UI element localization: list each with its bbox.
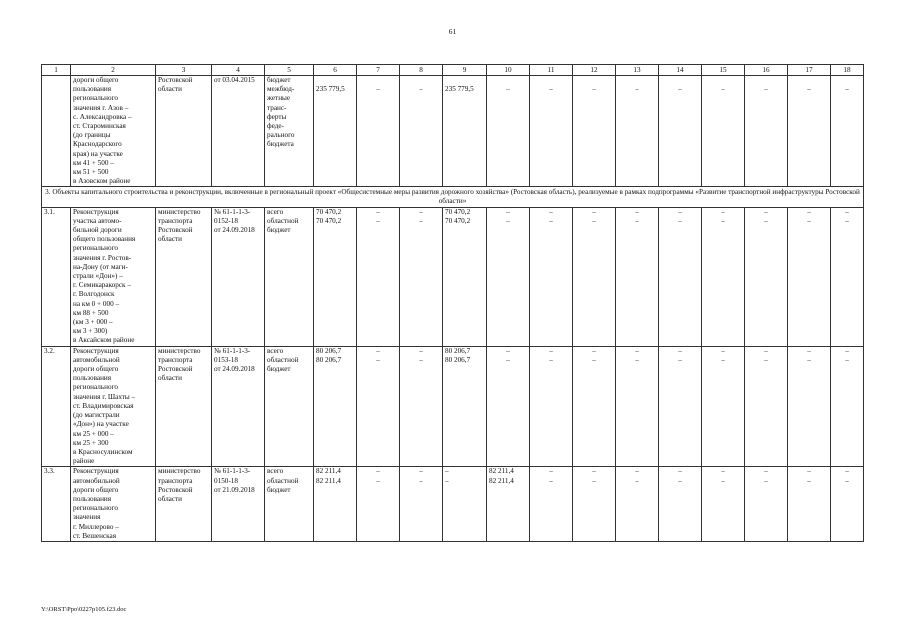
cell-line: 0153-18 [214,355,238,364]
value-cell [659,346,702,467]
cell-line: межбюд- [267,85,295,94]
value-cell [530,346,573,467]
value-cell [487,467,530,542]
column-number: 9 [443,65,487,76]
cell-line: регионального [73,383,118,392]
value-cell: – [530,76,573,187]
cell-line: (км 3 + 000 – [73,318,113,327]
cell-line: 70 470,2 [316,216,342,225]
cell-line: феде- [267,122,284,131]
value-cell [314,467,357,542]
table-row [42,346,864,467]
cell-line: области [158,85,183,94]
cell-line: автомобильной [73,476,120,485]
cell-line: транспорта [158,216,193,225]
column-number: 8 [400,65,443,76]
cell-line: – [419,467,423,476]
cell-line: Ростовской [158,226,193,235]
object-name-cell [71,207,156,346]
value-cell [573,467,616,542]
column-number: 3 [156,65,212,76]
cell-line: Ростовской [158,365,193,374]
cell-line: км 51 + 500 [73,168,109,177]
cell-line: областной [267,216,299,225]
cell-line: – [592,467,596,476]
object-name-cell [71,346,156,467]
cell-line: – [549,346,553,355]
cell-line: 0152-18 [214,216,238,225]
value-cell: – [487,76,530,187]
cell-line: области [158,374,183,383]
column-number: 16 [745,65,788,76]
value-cell [616,467,659,542]
cell-line: – [807,216,811,225]
cell-line: – [678,355,682,364]
cell-line: транспорта [158,355,193,364]
cell-line: от 24.09.2018 [214,365,255,374]
value-cell [831,467,864,542]
funding-source-cell [265,207,314,346]
cell-line: областной [267,476,299,485]
cell-line: – [845,216,849,225]
value-cell [487,346,530,467]
cell-line: км 3 + 300) [73,327,108,336]
cell-line: – [376,467,380,476]
organization-cell [156,207,212,346]
cell-line: автомобильной [73,355,120,364]
cell-line: – [764,346,768,355]
cell-line: – [549,355,553,364]
value-cell [745,207,788,346]
cell-line: бюджета [267,140,294,149]
value-cell: – [357,76,400,187]
cell-line: – [635,216,639,225]
cell-line: – [678,207,682,216]
cell-line: 80 206,7 [316,355,342,364]
cell-line: дороги общего [73,76,119,84]
cell-line: значения г. Азов – [73,103,129,112]
column-number: 12 [573,65,616,76]
object-name-cell [71,76,156,187]
cell-line: бюджет [267,485,291,494]
value-cell [357,467,400,542]
column-number: 1 [42,65,71,76]
cell-line: 70 470,2 [316,207,342,216]
cell-line: бюджет [267,76,291,84]
cell-line: – [807,476,811,485]
cell-line: Ростовской [158,485,193,494]
cell-line: 82 211,4 [489,467,514,476]
cell-line: – [592,207,596,216]
cell-line: км 25 + 000 – [73,429,114,438]
cell-line: значения г. Ростов- [73,253,132,262]
cell-line: участка автомо- [73,216,122,225]
cell-line: – [678,346,682,355]
page-number: 61 [448,27,457,36]
cell-line: – [721,476,725,485]
cell-line: областной [267,355,299,364]
column-number: 15 [702,65,745,76]
cell-line: – [635,207,639,216]
cell-line: от 21.09.2018 [214,485,255,494]
value-cell: – [573,76,616,187]
value-cell [788,467,831,542]
cell-line: – [635,467,639,476]
cell-line: всего [267,346,284,355]
value-cell: 235 779,5 [443,76,487,187]
cell-line: 0150-18 [214,476,238,485]
cell-line: (до границы [73,131,111,140]
cell-line: – [419,346,423,355]
cell-line: ст. Староминская [73,122,126,131]
column-number-row [42,65,864,76]
cell-line: – [445,476,449,485]
cell-line: на км 0 + 000 – [73,299,120,308]
cell-line: 82 211,4 [489,476,514,485]
cell-line: министерство [158,346,201,355]
value-cell [357,207,400,346]
cell-line: в Аксайском районе [73,336,135,345]
value-cell [745,467,788,542]
cell-line: 70 470,2 [445,216,471,225]
value-cell [400,207,443,346]
section-row [42,187,864,207]
cell-line: – [807,346,811,355]
value-cell [702,207,745,346]
cell-line: 82 211,4 [316,476,341,485]
cell-line: жетные [267,94,291,103]
cell-line: министерство [158,467,201,476]
row-number-cell: 3.3. [42,467,71,542]
value-cell: 235 779,5 [314,76,357,187]
cell-line: – [678,467,682,476]
value-cell [702,467,745,542]
cell-line: значения г. Шахты – [73,392,136,401]
cell-line: дороги общего [73,365,119,374]
cell-line: с. Александровка – [73,112,132,121]
value-cell [443,346,487,467]
cell-line: г. Миллерово – [73,522,119,531]
value-cell [573,346,616,467]
value-cell [443,467,487,542]
cell-line: – [376,346,380,355]
cell-line: рального [267,131,295,140]
column-number: 13 [616,65,659,76]
value-cell [530,207,573,346]
cell-line: – [376,476,380,485]
value-cell [745,346,788,467]
cell-line: – [506,207,510,216]
cell-line: страли «Дон») – [73,272,123,281]
cell-line: регионального [73,504,118,513]
cell-line: – [807,467,811,476]
value-cell: – [745,76,788,187]
document-cell [212,346,265,467]
cell-line: – [678,476,682,485]
cell-line: транспорта [158,476,193,485]
value-cell [831,207,864,346]
cell-line: – [807,355,811,364]
cell-line: – [592,346,596,355]
cell-line: – [721,207,725,216]
cell-line: км 41 + 500 – [73,158,114,167]
cell-line: от 03.04.2015 [214,76,255,84]
cell-line: ст. Владимировская [73,401,134,410]
object-name-cell [71,467,156,542]
cell-line: – [845,207,849,216]
cell-line: от 24.09.2018 [214,226,255,235]
cell-line: всего [267,467,284,476]
cell-line: – [678,216,682,225]
value-cell [788,207,831,346]
cell-line: № 61-1-1-3- [214,346,251,355]
cell-line: Ростовской [158,76,193,84]
footer-file-path: Y:\ORST\Ppo\0227p105.f23.doc [41,606,127,613]
cell-line: области [158,235,183,244]
table-row [42,467,864,542]
cell-line: 70 470,2 [445,207,471,216]
value-cell: – [702,76,745,187]
cell-line: министерство [158,207,201,216]
column-number: 11 [530,65,573,76]
cell-line: – [721,355,725,364]
cell-line: км 88 + 500 [73,308,109,317]
cell-line: – [419,476,423,485]
cell-line: области [158,494,183,503]
value-cell [314,346,357,467]
cell-line: пользования [73,494,112,503]
cell-line: – [845,355,849,364]
cell-line: – [506,346,510,355]
cell-line: – [764,467,768,476]
value-cell: – [659,76,702,187]
cell-line: бильной дороги [73,226,122,235]
column-number: 4 [212,65,265,76]
section-heading: 3. Объекты капитального строительства и реконструкции, включенные в региональный проект «Общесистемные меры развития дорожного хозяйства» (Ростовская область), реализуемые в рамках подпрограммы «Развитие транспортной инфраструктуры Ростовской области» [42,187,864,207]
cell-line: (до магистрали [73,411,120,420]
column-number: 10 [487,65,530,76]
cell-line: – [635,476,639,485]
cell-line: – [764,207,768,216]
cell-line: Реконструкция [73,467,119,476]
cell-line: – [764,476,768,485]
data-table [41,64,864,542]
column-number: 17 [788,65,831,76]
cell-line: 80 206,7 [316,346,342,355]
cell-line: пользования [73,374,112,383]
cell-line: общего пользования [73,235,136,244]
cell-line: – [549,216,553,225]
cell-line: – [419,355,423,364]
cell-line: 80 206,7 [445,355,471,364]
organization-cell [156,346,212,467]
cell-line: Реконструкция [73,346,119,355]
cell-line: – [845,346,849,355]
cell-line: – [506,355,510,364]
row-number-cell [42,76,71,187]
cell-line: дороги общего [73,485,119,494]
cell-line: – [445,467,449,476]
document-cell [212,76,265,187]
cell-line: – [635,355,639,364]
value-cell [400,346,443,467]
column-number: 5 [265,65,314,76]
cell-line: г. Семикаракорск – [73,281,131,290]
cell-line: регионального [73,244,118,253]
cell-line: – [721,467,725,476]
value-cell [400,467,443,542]
cell-line: – [549,207,553,216]
cell-line: – [592,216,596,225]
cell-line: регионального [73,94,118,103]
value-cell: – [788,76,831,187]
value-cell: – [616,76,659,187]
value-cell [530,467,573,542]
value-cell: – [400,76,443,187]
row-number-cell: 3.1. [42,207,71,346]
cell-line: – [635,346,639,355]
cell-line: № 61-1-1-3- [214,467,251,476]
cell-line: «Дон») на участке [73,420,129,429]
cell-line: – [376,216,380,225]
value-cell [616,346,659,467]
document-cell [212,467,265,542]
cell-line: транс- [267,103,287,112]
cell-line: – [764,216,768,225]
cell-line: районе [73,457,95,466]
cell-line: – [845,476,849,485]
organization-cell [156,467,212,542]
cell-line: – [419,216,423,225]
cell-line: км 25 + 300 [73,438,109,447]
cell-line: – [592,476,596,485]
cell-line: бюджет [267,226,291,235]
value-cell [659,467,702,542]
cell-line: всего [267,207,284,216]
value-cell [659,207,702,346]
column-number: 18 [831,65,864,76]
cell-line: ст. Вешенская [73,531,117,540]
table-row [42,207,864,346]
cell-line: значения [73,513,101,522]
funding-source-cell [265,76,314,187]
funding-source-cell [265,467,314,542]
funding-source-cell [265,346,314,467]
cell-line: – [592,355,596,364]
value-cell [573,207,616,346]
column-number: 6 [314,65,357,76]
cell-line: 80 206,7 [445,346,471,355]
cell-line: бюджет [267,365,291,374]
cell-line: Краснодарского [73,140,122,149]
cell-line: ферты [267,112,287,121]
cell-line: пользования [73,85,112,94]
cell-line: г. Волгодонск [73,290,115,299]
value-cell [487,207,530,346]
cell-line: 82 211,4 [316,467,341,476]
cell-line: Реконструкция [73,207,119,216]
column-number: 2 [71,65,156,76]
column-number: 14 [659,65,702,76]
cell-line: на-Дону (от маги- [73,262,128,271]
value-cell [702,346,745,467]
cell-line: – [419,207,423,216]
value-cell [788,346,831,467]
value-cell [357,346,400,467]
value-cell [616,207,659,346]
value-cell: – [831,76,864,187]
cell-line: – [549,476,553,485]
cell-line: – [721,216,725,225]
cell-line: – [721,346,725,355]
cell-line: – [764,355,768,364]
cell-line: – [549,467,553,476]
cell-line: в Азовском районе [73,177,131,186]
cell-line: края) на участке [73,149,123,158]
value-cell [314,207,357,346]
cell-line: – [845,467,849,476]
row-number-cell: 3.2. [42,346,71,467]
value-cell [831,346,864,467]
cell-line: – [506,216,510,225]
document-cell [212,207,265,346]
table-row [42,76,864,187]
cell-line: № 61-1-1-3- [214,207,251,216]
value-cell [443,207,487,346]
cell-line: – [376,355,380,364]
cell-line: в Красносулинском [73,447,133,456]
cell-line: – [807,207,811,216]
column-number: 7 [357,65,400,76]
cell-line: – [376,207,380,216]
organization-cell [156,76,212,187]
